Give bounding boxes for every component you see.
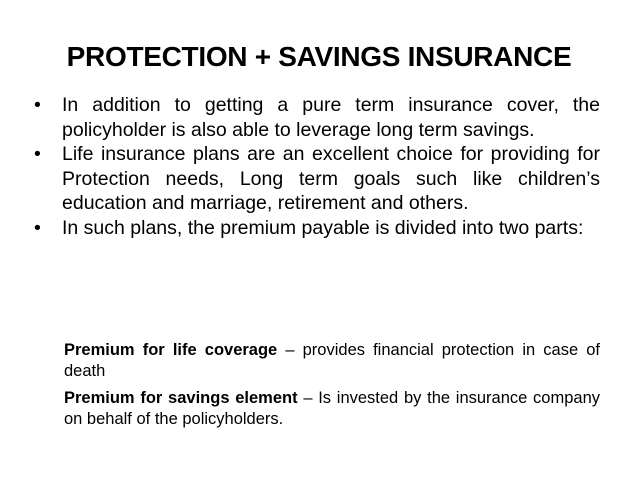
sub-item-term: Premium for life coverage: [64, 341, 278, 359]
bullet-list: [34, 93, 600, 240]
sub-item-list: [64, 340, 600, 436]
bullet-icon: •: [34, 94, 41, 116]
bullet-item: [34, 93, 600, 142]
sub-item-term: Premium for savings element: [64, 389, 298, 407]
bullet-text: Life insurance plans are an excellent choice for providing for Protection needs, Long term goals such like children’s education and marriage, retirement and others.: [62, 143, 600, 214]
sub-item-description: – Is invested by the insurance company on behalf of the policyholders.: [64, 389, 600, 428]
sub-item: [64, 340, 600, 381]
bullet-text: In such plans, the premium payable is divided into two parts:: [62, 216, 584, 239]
sub-item-description: – provides financial protection in case of death: [64, 341, 600, 380]
sub-item: [64, 388, 600, 429]
bullet-item: [34, 142, 600, 216]
bullet-item: [34, 216, 600, 241]
bullet-text: In addition to getting a pure term insurance cover, the policyholder is also able to leverage long term savings.: [62, 94, 600, 141]
bullet-icon: •: [34, 216, 41, 239]
slide-title: PROTECTION + SAVINGS INSURANCE: [66, 41, 572, 72]
bullet-icon: •: [34, 143, 41, 165]
